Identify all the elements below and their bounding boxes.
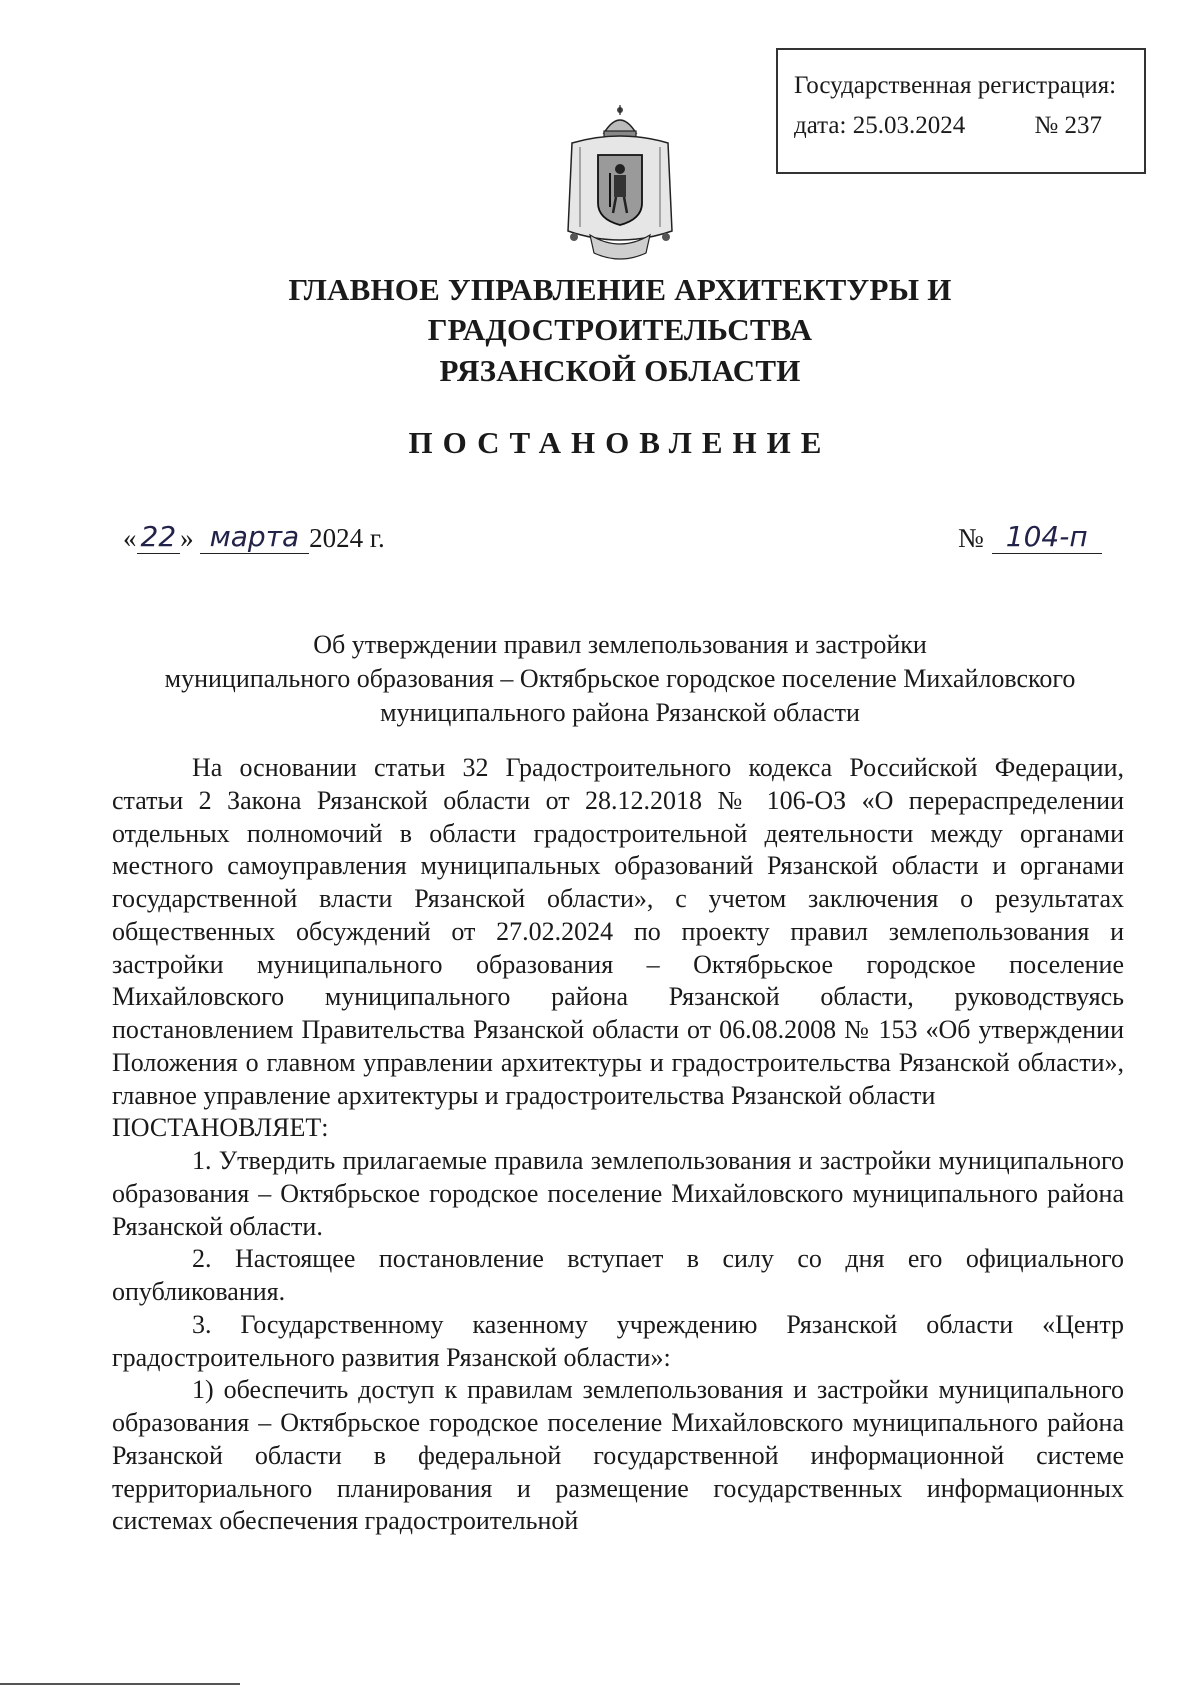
registration-details <box>794 106 1130 146</box>
date-close-quote: » <box>180 523 194 553</box>
subject-line2: муниципального образования – Октябрьское городское поселение Михайловского <box>164 663 1076 693</box>
date-month-handwritten: марта <box>200 520 310 554</box>
document-number-label: № <box>958 523 984 553</box>
coat-of-arms-icon <box>560 103 680 268</box>
body-resolves: ПОСТАНОВЛЯЕТ: <box>112 1113 329 1143</box>
body-item-2: 2. Настоящее постановление вступает в силу со дня его официального опубликования. <box>112 1244 1124 1306</box>
document-subject <box>100 628 1140 729</box>
organization-title-line2: РЯЗАНСКОЙ ОБЛАСТИ <box>439 352 801 388</box>
subject-line3: муниципального района Рязанской области <box>380 697 860 727</box>
document-number <box>958 520 1102 554</box>
document-type-heading: ПОСТАНОВЛЕНИЕ <box>408 425 832 460</box>
body-item-1: 1. Утвердить прилагаемые правила землепользования и застройки муниципального образования – Октябрьское городское поселение Михайловского муниципального района Рязанской области. <box>112 1146 1124 1241</box>
document-number-handwritten: 104-п <box>992 520 1102 554</box>
body-item-3-1: 1) обеспечить доступ к правилам землепользования и застройки муниципального образования – Октябрьское городское поселение Михайловского муниципального района Рязанской области в федеральной государственной информационной системе территориального планирования и размещение государственных информационных системах обеспечения градостроительной <box>112 1375 1124 1536</box>
footer-rule <box>0 1683 240 1685</box>
registration-number: № 237 <box>1034 112 1102 139</box>
registration-stamp <box>776 48 1146 174</box>
document-date <box>123 520 385 554</box>
body-preamble: На основании статьи 32 Градостроительного кодекса Российской Федерации, статьи 2 Закона Рязанской области от 28.12.2018 № 106-ОЗ «О перераспределении отдельных полномочий в области градостроительной деятельности между органами местного самоуправления муниципальных образований Рязанской области и органами государственной власти Рязанской области», с учетом заключения о результатах общественных обсуждений от 27.02.2024 по проекту правил землепользования и застройки муниципального образования – Октябрьское городское поселение Михайловского муниципального района Рязанской области, руководствуясь постановлением Правительства Рязанской области от 06.08.2008 № 153 «Об утверждении Положения о главном управлении архитектуры и градостроительства Рязанской области», главное управление архитектуры и градостроительства Рязанской области <box>112 753 1124 1110</box>
registration-title: Государственная регистрация: <box>794 72 1117 99</box>
date-day-handwritten: 22 <box>137 520 181 554</box>
date-open-quote: « <box>123 523 137 553</box>
body-item-3: 3. Государственному казенному учреждению Рязанской области «Центр градостроительного развития Рязанской области»: <box>112 1309 1124 1372</box>
document-body <box>112 752 1124 1538</box>
organization-title <box>100 270 1140 391</box>
organization-title-line1: ГЛАВНОЕ УПРАВЛЕНИЕ АРХИТЕКТУРЫ И ГРАДОСТРОИТЕЛЬСТВА <box>288 272 952 348</box>
date-year: 2024 г. <box>309 523 385 553</box>
subject-line1: Об утверждении правил землепользования и застройки <box>313 630 927 659</box>
registration-date: дата: 25.03.2024 <box>794 112 966 139</box>
